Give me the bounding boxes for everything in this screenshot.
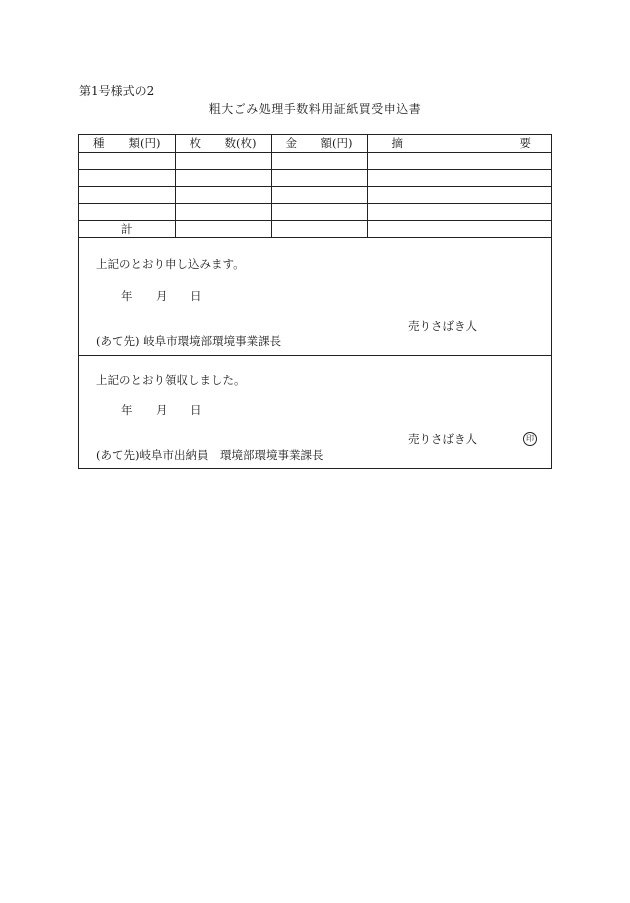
cell-type[interactable] xyxy=(79,203,175,220)
cell-count[interactable] xyxy=(175,186,271,203)
application-statement: 上記のとおり申し込みます。 xyxy=(96,257,245,271)
cell-count[interactable] xyxy=(175,203,271,220)
table-row xyxy=(79,186,551,203)
application-year-label: 年 xyxy=(121,289,133,303)
cell-type[interactable] xyxy=(79,169,175,186)
application-addressee: (あて先) 岐阜市環境部環境事業課長 xyxy=(96,334,282,348)
cell-amount[interactable] xyxy=(271,152,367,169)
cell-total-amount[interactable] xyxy=(271,220,367,237)
application-seller-label: 売りさばき人 xyxy=(408,319,477,333)
col-header-remarks: 摘 要 xyxy=(367,135,551,152)
receipt-day-label: 日 xyxy=(190,403,202,417)
application-month-label: 月 xyxy=(156,289,168,303)
col-header-count: 枚 数(枚) xyxy=(175,135,271,152)
receipt-month-label: 月 xyxy=(156,403,168,417)
total-label: 計 xyxy=(79,220,175,237)
stamp-table xyxy=(79,135,551,238)
col-header-type: 種 類(円) xyxy=(79,135,175,152)
application-day-label: 日 xyxy=(190,289,202,303)
cell-amount[interactable] xyxy=(271,203,367,220)
receipt-addressee: (あて先)岐阜市出納員 環境部環境事業課長 xyxy=(96,448,324,462)
table-row xyxy=(79,203,551,220)
cell-amount[interactable] xyxy=(271,186,367,203)
application-form xyxy=(78,134,552,469)
cell-count[interactable] xyxy=(175,152,271,169)
form-number: 第1号様式の2 xyxy=(79,84,155,98)
receipt-section xyxy=(79,355,551,469)
receipt-year-label: 年 xyxy=(121,403,133,417)
cell-count[interactable] xyxy=(175,169,271,186)
cell-remarks[interactable] xyxy=(367,203,551,220)
cell-total-count[interactable] xyxy=(175,220,271,237)
table-header-row xyxy=(79,135,551,152)
col-header-amount: 金 額(円) xyxy=(271,135,367,152)
cell-amount[interactable] xyxy=(271,169,367,186)
table-total-row xyxy=(79,220,551,237)
cell-type[interactable] xyxy=(79,186,175,203)
cell-type[interactable] xyxy=(79,152,175,169)
seal-icon: 印 xyxy=(523,432,537,446)
table-row xyxy=(79,169,551,186)
cell-remarks[interactable] xyxy=(367,152,551,169)
receipt-seller-label: 売りさばき人 xyxy=(408,432,477,446)
cell-remarks[interactable] xyxy=(367,169,551,186)
application-section xyxy=(79,238,551,356)
document-title: 粗大ごみ処理手数料用証紙買受申込書 xyxy=(208,102,422,116)
receipt-statement: 上記のとおり領収しました。 xyxy=(96,373,246,387)
cell-total-remarks[interactable] xyxy=(367,220,551,237)
table-row xyxy=(79,152,551,169)
cell-remarks[interactable] xyxy=(367,186,551,203)
